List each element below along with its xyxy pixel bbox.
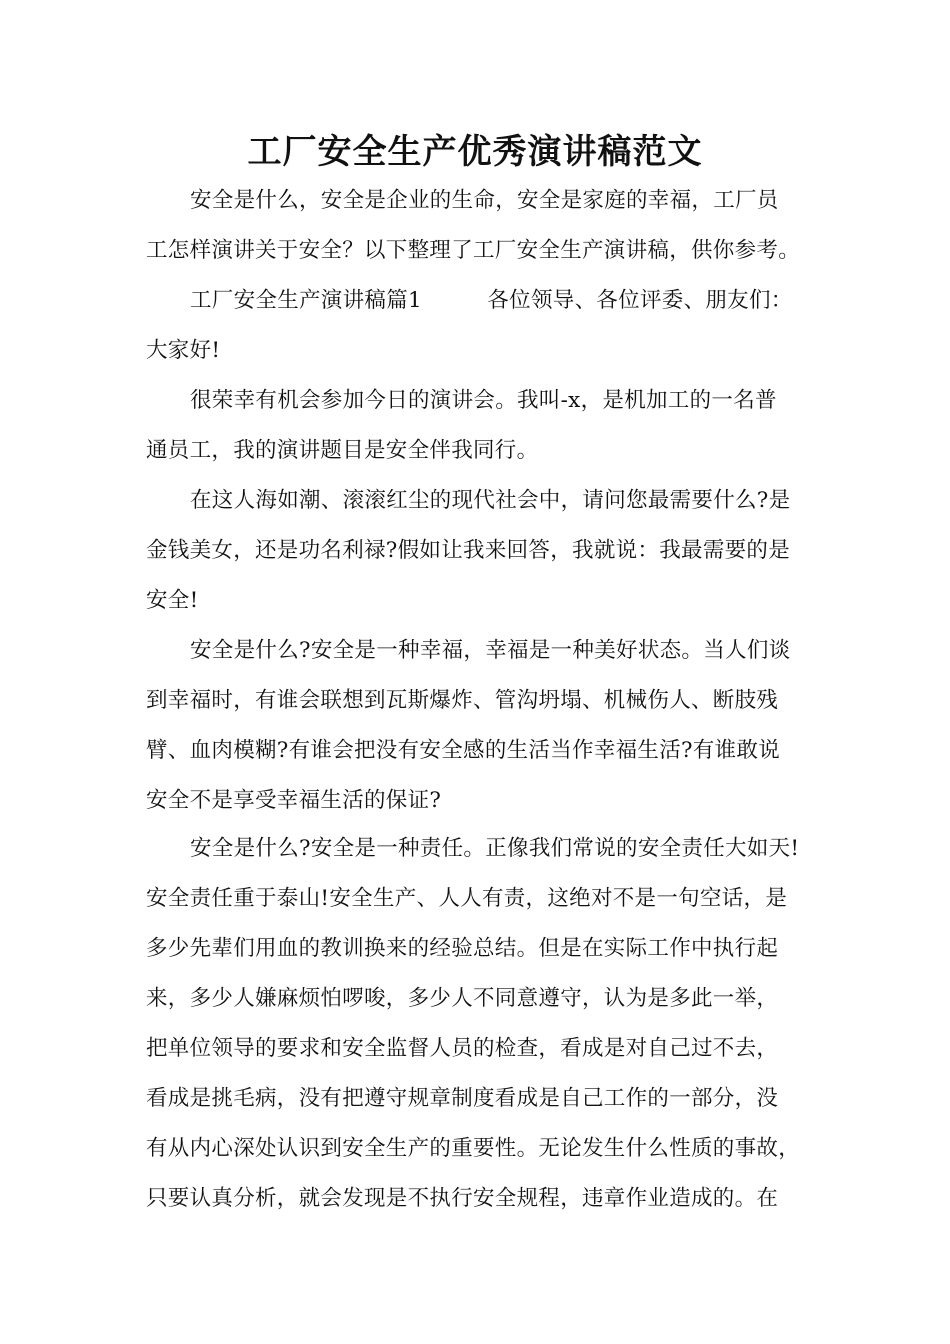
paragraph-line: 看成是挑毛病，没有把遵守规章制度看成是自己工作的一部分，没 (146, 1086, 779, 1111)
paragraph-line: 工怎样演讲关于安全？以下整理了工厂安全生产演讲稿，供你参考。 (146, 238, 801, 263)
paragraph-line: 安全! (146, 588, 199, 613)
paragraph-line: 安全是什么?安全是一种责任。正像我们常说的安全责任大如天! (190, 836, 800, 861)
paragraph-line: 大家好! (146, 338, 221, 363)
paragraph-line: 臂、血肉模糊?有谁会把没有安全感的生活当作幸福生活?有谁敢说 (146, 738, 781, 763)
paragraph-line: 有从内心深处认识到安全生产的重要性。无论发生什么性质的事故， (146, 1136, 801, 1161)
paragraph-line: 安全是什么?安全是一种幸福，幸福是一种美好状态。当人们谈 (190, 638, 791, 663)
paragraph-line: 来，多少人嫌麻烦怕啰唆，多少人不同意遵守，认为是多此一举， (146, 986, 779, 1011)
paragraph-line: 安全是什么，安全是企业的生命，安全是家庭的幸福，工厂员 (190, 188, 779, 213)
paragraph-line: 把单位领导的要求和安全监督人员的检查，看成是对自己过不去， (146, 1036, 779, 1061)
paragraph-line: 安全责任重于泰山!安全生产、人人有责，这绝对不是一句空话，是 (146, 886, 788, 911)
paragraph-line: 到幸福时，有谁会联想到瓦斯爆炸、管沟坍塌、机械伤人、断肢残 (146, 688, 779, 713)
document-title: 工厂安全生产优秀演讲稿范文 (247, 132, 703, 172)
paragraph-line: 只要认真分析，就会发现是不执行安全规程，违章作业造成的。在 (146, 1186, 779, 1211)
paragraph-line: 工厂安全生产演讲稿篇1 各位领导、各位评委、朋友们： (190, 288, 793, 313)
paragraph-line: 很荣幸有机会参加今日的演讲会。我叫-x，是机加工的一名普 (190, 388, 777, 413)
paragraph-line: 安全不是享受幸福生活的保证? (146, 788, 442, 813)
paragraph-line: 在这人海如潮、滚滚红尘的现代社会中，请问您最需要什么?是 (190, 488, 791, 513)
paragraph-line: 通员工，我的演讲题目是安全伴我同行。 (146, 438, 539, 463)
paragraph-line: 金钱美女，还是功名利禄?假如让我来回答，我就说：我最需要的是 (146, 538, 791, 563)
paragraph-line: 多少先辈们用血的教训换来的经验总结。但是在实际工作中执行起 (146, 936, 779, 961)
